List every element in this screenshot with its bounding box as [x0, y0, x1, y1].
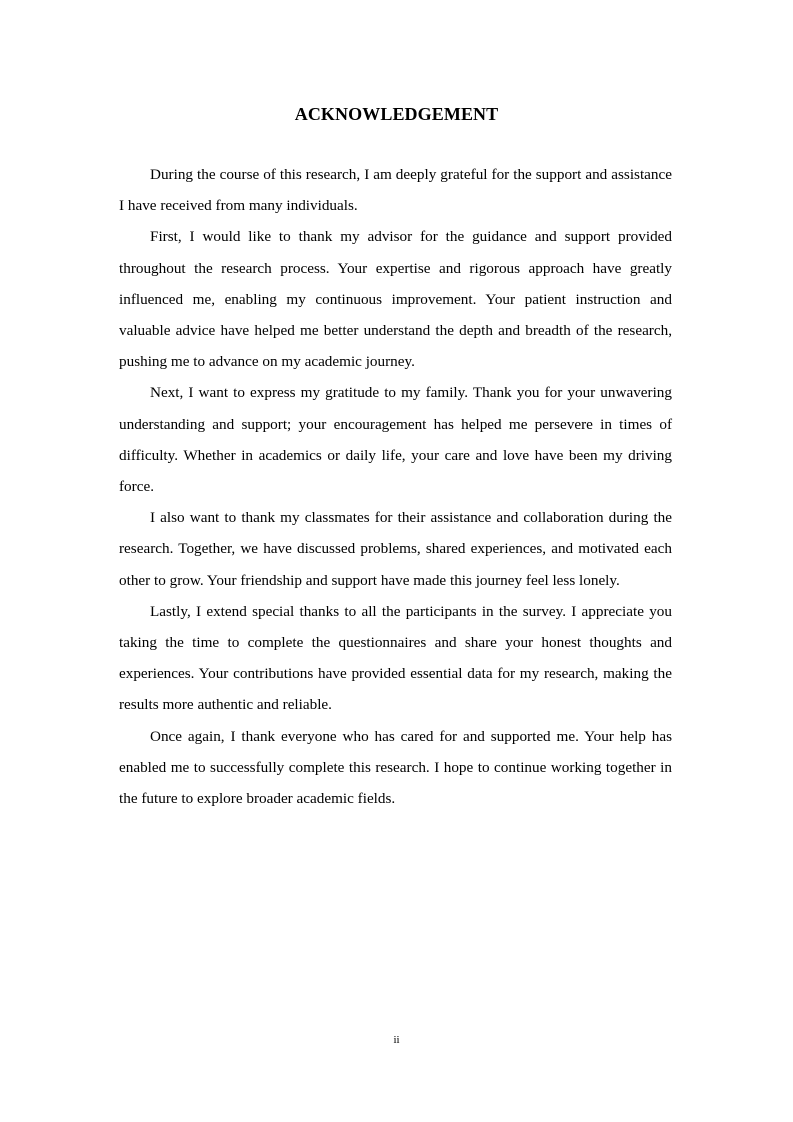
paragraph-6: Once again, I thank everyone who has cared for and supported me. Your help has enabled me to successfully complete this research. I hope to continue working together in the future to explore broader academic fields.: [119, 727, 672, 808]
paragraph-5: Lastly, I extend special thanks to all the participants in the survey. I appreciate you taking the time to complete the questionnaires and share your honest thoughts and experiences. Your contributions have provided essential data for my research, making the results more authentic and reliable.: [119, 602, 672, 714]
acknowledgement-body: [119, 159, 672, 814]
paragraph-4: I also want to thank my classmates for their assistance and collaboration during the research. Together, we have discussed problems, shared experiences, and motivated each other to grow. Your friendship and support have made this journey feel less lonely.: [119, 509, 672, 589]
paragraph-1: During the course of this research, I am deeply grateful for the support and assistance I have received from many individuals.: [119, 166, 672, 215]
page-title: ACKNOWLEDGEMENT: [294, 104, 499, 124]
page-number: ii: [393, 1034, 400, 1046]
paragraph-2: First, I would like to thank my advisor for the guidance and support provided throughout the research process. Your expertise and rigorous approach have greatly influenced me, enabling my continuous improvement. Your patient instruction and valuable advice have helped me better understand the depth and breadth of the research, pushing me to advance on my academic journey.: [119, 228, 672, 371]
paragraph-3: Next, I want to express my gratitude to my family. Thank you for your unwavering understanding and support; your encouragement has helped me persevere in times of difficulty. Whether in academics or daily life, your care and love have been my driving force.: [119, 384, 672, 496]
